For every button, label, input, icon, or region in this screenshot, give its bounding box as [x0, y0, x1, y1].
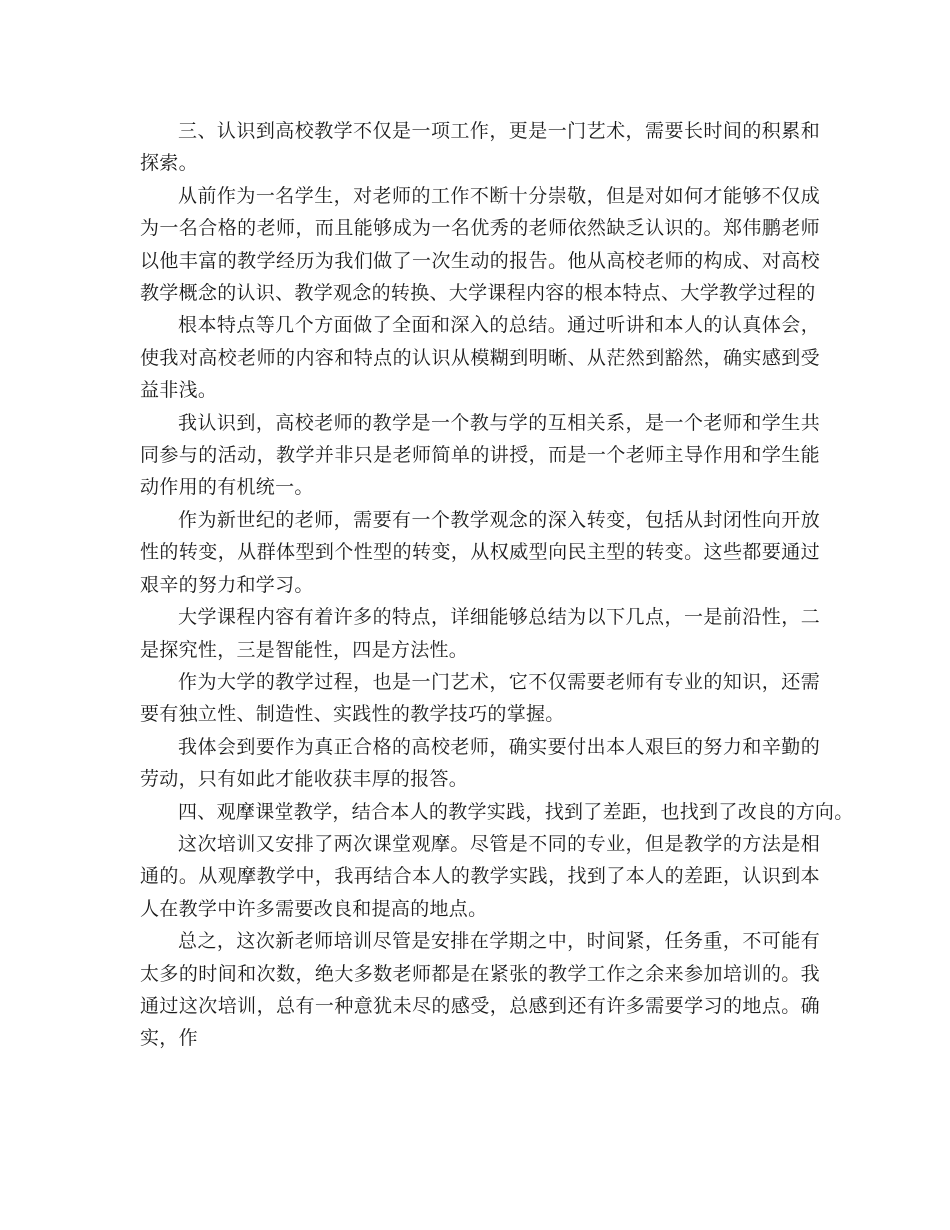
paragraph: 这次培训又安排了两次课堂观摩。尽管是不同的专业，但是教学的方法是相通的。从观摩教学中，我再结合本人的教学实践，找到了本人的差距，认识到本人在教学中许多需要改良和提高的地点。	[140, 832, 820, 920]
paragraph: 我体会到要作为真正合格的高校老师，确实要付出本人艰巨的努力和辛勤的劳动，只有如此才能收获丰厚的报答。	[140, 735, 820, 791]
document-body	[140, 115, 854, 1055]
paragraph: 我认识到，高校老师的教学是一个教与学的互相关系，是一个老师和学生共同参与的活动，教学并非只是老师简单的讲授，而是一个老师主导作用和学生能动作用的有机统一。	[140, 411, 820, 499]
paragraph: 总之，这次新老师培训尽管是安排在学期之中，时间紧，任务重，不可能有太多的时间和次数，绝大多数老师都是在紧张的教学工作之余来参加培训的。我通过这次培训，总有一种意犹未尽的感受，总感到还有许多需要学习的地点。确实，作	[140, 930, 820, 1050]
paragraph: 作为大学的教学过程，也是一门艺术，它不仅需要老师有专业的知识，还需要有独立性、制造性、实践性的教学技巧的掌握。	[140, 670, 820, 726]
paragraph: 作为新世纪的老师，需要有一个教学观念的深入转变，包括从封闭性向开放性的转变，从群体型到个性型的转变，从权威型向民主型的转变。这些都要通过艰辛的努力和学习。	[140, 508, 820, 596]
paragraph: 从前作为一名学生，对老师的工作不断十分崇敬，但是对如何才能够不仅成为一名合格的老师，而且能够成为一名优秀的老师依然缺乏认识的。郑伟鹏老师以他丰富的教学经历为我们做了一次生动的报告。他从高校老师的构成、对高校教学概念的认识、教学观念的转换、大学课程内容的根本特点、大学教学过程的	[140, 184, 820, 305]
section-heading-four: 四、观摩课堂教学，结合本人的教学实践，找到了差距，也找到了改良的方向。	[178, 800, 854, 823]
paragraph: 根本特点等几个方面做了全面和深入的总结。通过听讲和本人的认真体会，使我对高校老师的内容和特点的认识从模糊到明晰、从茫然到豁然，确实感到受益非浅。	[140, 314, 820, 402]
paragraph: 大学课程内容有着许多的特点，详细能够总结为以下几点，一是前沿性，二是探究性，三是智能性，四是方法性。	[140, 606, 820, 661]
section-heading-three: 三、认识到高校教学不仅是一项工作，更是一门艺术，需要长时间的积累和探索。	[140, 120, 820, 175]
